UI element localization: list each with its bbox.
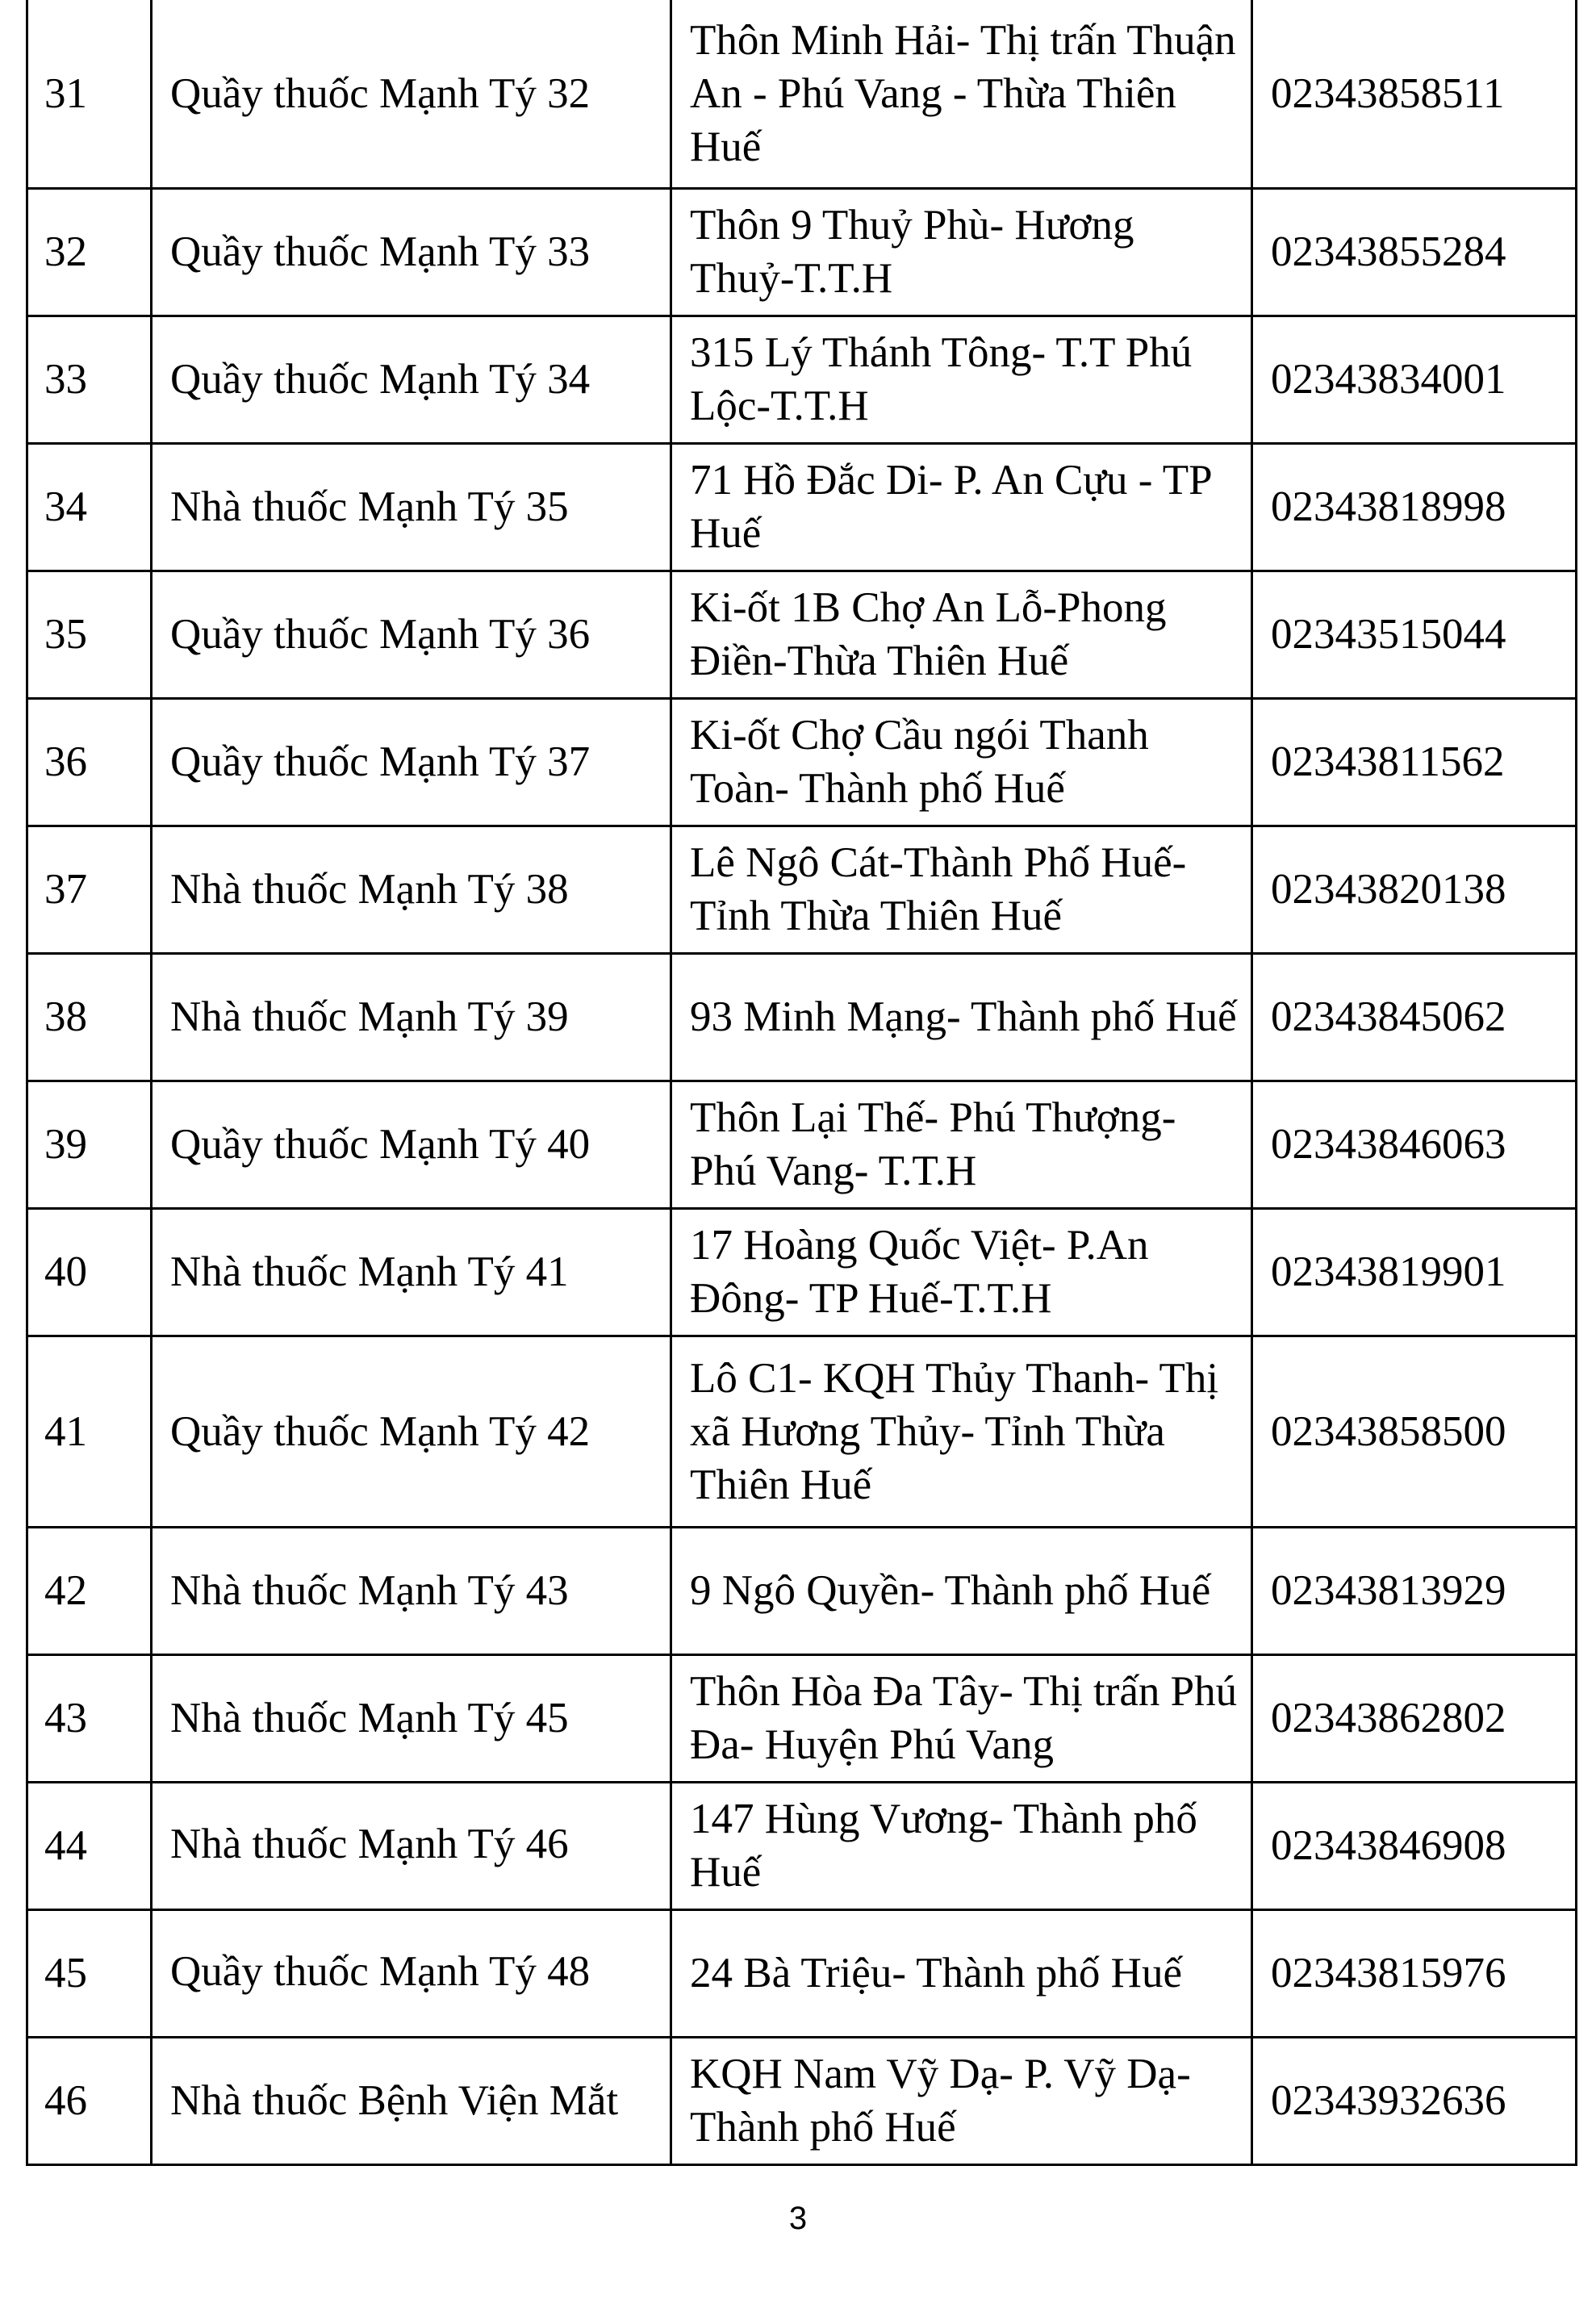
- pharmacy-address: Thôn Minh Hải- Thị trấn Thuận An - Phú Vang - Thừa Thiên Huế: [671, 0, 1252, 188]
- pharmacy-table: [26, 0, 1577, 2166]
- pharmacy-name: Quầy thuốc Mạnh Tý 37: [152, 698, 671, 826]
- pharmacy-address: 147 Hùng Vương- Thành phố Huế: [671, 1782, 1252, 1909]
- row-number: 33: [27, 316, 152, 443]
- pharmacy-name: Nhà thuốc Mạnh Tý 43: [152, 1527, 671, 1654]
- pharmacy-name: Quầy thuốc Mạnh Tý 36: [152, 571, 671, 698]
- pharmacy-address: Lê Ngô Cát-Thành Phố Huế-Tỉnh Thừa Thiên Huế: [671, 826, 1252, 953]
- pharmacy-name: Nhà thuốc Mạnh Tý 38: [152, 826, 671, 953]
- pharmacy-phone: 02343858511: [1252, 0, 1577, 188]
- row-number: 37: [27, 826, 152, 953]
- pharmacy-name: Quầy thuốc Mạnh Tý 33: [152, 188, 671, 316]
- pharmacy-address: 93 Minh Mạng- Thành phố Huế: [671, 953, 1252, 1081]
- pharmacy-address: 17 Hoàng Quốc Việt- P.An Đông- TP Huế-T.T.H: [671, 1208, 1252, 1336]
- pharmacy-name: Nhà thuốc Mạnh Tý 35: [152, 443, 671, 571]
- pharmacy-address: 71 Hồ Đắc Di- P. An Cựu - TP Huế: [671, 443, 1252, 571]
- row-number: 36: [27, 698, 152, 826]
- pharmacy-phone: 02343818998: [1252, 443, 1577, 571]
- pharmacy-name: Quầy thuốc Mạnh Tý 32: [152, 0, 671, 188]
- pharmacy-address: Ki-ốt 1B Chợ An Lỗ-Phong Điền-Thừa Thiên Huế: [671, 571, 1252, 698]
- row-number: 34: [27, 443, 152, 571]
- row-number: 46: [27, 2037, 152, 2164]
- table-row: [27, 1654, 1577, 1782]
- pharmacy-name: Nhà thuốc Mạnh Tý 46: [152, 1782, 671, 1909]
- table-row: [27, 316, 1577, 443]
- table-row: [27, 1909, 1577, 2037]
- table-row: [27, 1782, 1577, 1909]
- pharmacy-phone: 02343855284: [1252, 188, 1577, 316]
- pharmacy-phone: 02343834001: [1252, 316, 1577, 443]
- pharmacy-name: Quầy thuốc Mạnh Tý 42: [152, 1336, 671, 1527]
- pharmacy-phone: 02343813929: [1252, 1527, 1577, 1654]
- pharmacy-phone: 02343932636: [1252, 2037, 1577, 2164]
- pharmacy-address: Thôn Hòa Đa Tây- Thị trấn Phú Đa- Huyện Phú Vang: [671, 1654, 1252, 1782]
- pharmacy-name: Quầy thuốc Mạnh Tý 34: [152, 316, 671, 443]
- table-row: [27, 698, 1577, 826]
- row-number: 42: [27, 1527, 152, 1654]
- table-row: [27, 953, 1577, 1081]
- row-number: 41: [27, 1336, 152, 1527]
- row-number: 32: [27, 188, 152, 316]
- pharmacy-name: Nhà thuốc Mạnh Tý 45: [152, 1654, 671, 1782]
- table-row: [27, 443, 1577, 571]
- pharmacy-address: 24 Bà Triệu- Thành phố Huế: [671, 1909, 1252, 2037]
- page-number: 3: [788, 2201, 808, 2236]
- row-number: 38: [27, 953, 152, 1081]
- pharmacy-name: Nhà thuốc Bệnh Viện Mắt: [152, 2037, 671, 2164]
- row-number: 39: [27, 1081, 152, 1208]
- table-row: [27, 2037, 1577, 2164]
- row-number: 31: [27, 0, 152, 188]
- pharmacy-phone: 02343846908: [1252, 1782, 1577, 1909]
- pharmacy-name: Quầy thuốc Mạnh Tý 48: [152, 1909, 671, 2037]
- pharmacy-phone: 02343846063: [1252, 1081, 1577, 1208]
- pharmacy-name: Nhà thuốc Mạnh Tý 41: [152, 1208, 671, 1336]
- row-number: 45: [27, 1909, 152, 2037]
- pharmacy-address: Ki-ốt Chợ Cầu ngói Thanh Toàn- Thành phố Huế: [671, 698, 1252, 826]
- pharmacy-phone: 02343815976: [1252, 1909, 1577, 2037]
- row-number: 40: [27, 1208, 152, 1336]
- table-row: [27, 0, 1577, 188]
- pharmacy-name: Nhà thuốc Mạnh Tý 39: [152, 953, 671, 1081]
- table-row: [27, 1527, 1577, 1654]
- row-number: 43: [27, 1654, 152, 1782]
- pharmacy-address: 315 Lý Thánh Tông- T.T Phú Lộc-T.T.H: [671, 316, 1252, 443]
- table-row: [27, 1208, 1577, 1336]
- pharmacy-phone: 02343515044: [1252, 571, 1577, 698]
- pharmacy-address: Thôn 9 Thuỷ Phù- Hương Thuỷ-T.T.H: [671, 188, 1252, 316]
- pharmacy-phone: 02343862802: [1252, 1654, 1577, 1782]
- pharmacy-phone: 02343858500: [1252, 1336, 1577, 1527]
- pharmacy-name: Quầy thuốc Mạnh Tý 40: [152, 1081, 671, 1208]
- row-number: 44: [27, 1782, 152, 1909]
- table-row: [27, 826, 1577, 953]
- pharmacy-phone: 02343819901: [1252, 1208, 1577, 1336]
- table-row: [27, 188, 1577, 316]
- pharmacy-address: KQH Nam Vỹ Dạ- P. Vỹ Dạ- Thành phố Huế: [671, 2037, 1252, 2164]
- pharmacy-phone: 02343820138: [1252, 826, 1577, 953]
- pharmacy-phone: 02343811562: [1252, 698, 1577, 826]
- pharmacy-address: Lô C1- KQH Thủy Thanh- Thị xã Hương Thủy- Tỉnh Thừa Thiên Huế: [671, 1336, 1252, 1527]
- table-row: [27, 1336, 1577, 1527]
- row-number: 35: [27, 571, 152, 698]
- pharmacy-address: 9 Ngô Quyền- Thành phố Huế: [671, 1527, 1252, 1654]
- table-row: [27, 1081, 1577, 1208]
- table-row: [27, 571, 1577, 698]
- pharmacy-phone: 02343845062: [1252, 953, 1577, 1081]
- pharmacy-address: Thôn Lại Thế- Phú Thượng- Phú Vang- T.T.H: [671, 1081, 1252, 1208]
